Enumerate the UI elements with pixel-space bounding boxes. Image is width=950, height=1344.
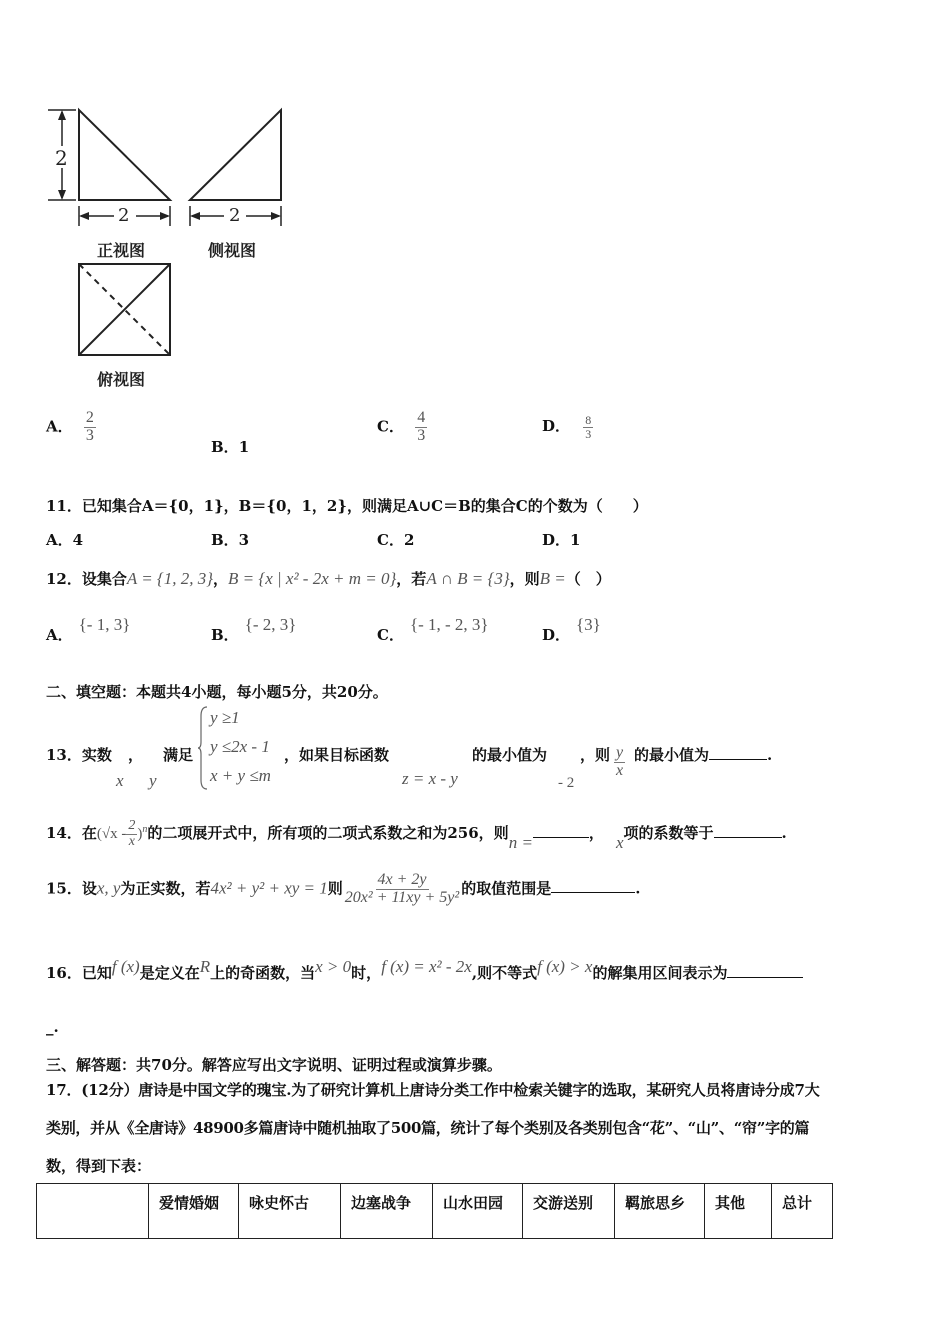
poem-category-table [36, 1183, 833, 1239]
table-header-cell: 咏史怀古 [239, 1184, 341, 1239]
section-2-heading: 二、填空题：本题共4小题，每小题5分，共20分。 [46, 683, 388, 701]
q17-line-1: 17．(12分）唐诗是中国文学的瑰宝.为了研究计算机上唐诗分类工作中检索关键字的选取，某研究人员将唐诗分成7大 [46, 1081, 820, 1099]
q13-text-5: 的最小值为 [472, 746, 548, 764]
q13-system-brace [198, 706, 208, 790]
q11-option-c: C．2 [377, 531, 415, 549]
table-header-cell: 羁旅思乡 [615, 1184, 705, 1239]
three-view-figure [40, 100, 300, 370]
q13-text-2: ， [128, 746, 144, 764]
table-header-cell: 爱情婚姻 [149, 1184, 239, 1239]
q16-continuation: _. [46, 1018, 59, 1036]
table-header-cell [37, 1184, 149, 1239]
side-view-label: 侧视图 [208, 241, 257, 260]
q10-option-c: C． $\frac{4}{3}$ [377, 409, 426, 444]
front-view-label: 正视图 [97, 241, 146, 260]
top-view-solid-diagonal [79, 264, 170, 355]
q17-line-3: 数，得到下表： [46, 1157, 152, 1175]
q10-option-d: D． $\frac{8}{3}$ [542, 413, 592, 441]
q12-option-d: D．{3} [542, 615, 601, 644]
q12-question: 12．设集合A = {1, 2, 3}，B = {x | x² - 2x + m = 0}，若A ∩ B = {3}，则B =（ ） [46, 569, 611, 588]
q13-var-y: y [149, 771, 157, 790]
table-header-row [37, 1184, 833, 1239]
table-header-cell: 其他 [705, 1184, 772, 1239]
q13-min-value: - 2 [558, 775, 575, 791]
q15-question: 15．设x, y为正实数，若4x² + y² + xy = 1则 $\frac{4x + 2y}{\text{20x² + 11xy + 5y²}}$ 的取值范围是 . [46, 871, 641, 906]
q11-option-b: B．3 [211, 531, 250, 549]
table-header-cell: 边塞战争 [341, 1184, 433, 1239]
q13-text-6: ，则 [580, 746, 611, 764]
section-3-heading: 三、解答题：共70分。解答应写出文字说明、证明过程或演算步骤。 [46, 1056, 502, 1074]
height-label: 2 [55, 146, 68, 170]
q13-var-x: x [116, 771, 124, 790]
table-header-cell: 山水田园 [433, 1184, 523, 1239]
q13-fraction: $\frac{y}{x}$ [616, 744, 624, 779]
side-width-label: 2 [229, 205, 241, 226]
q12-option-c: C．{- 1, - 2, 3} [377, 615, 489, 644]
q17-line-2: 类别，并从《全唐诗》48900多篇唐诗中随机抽取了500篇，统计了每个类别及各类别包含“花”、“山”、“帘”字的篇 [46, 1119, 810, 1137]
q11-question: 11．已知集合A＝{0，1}，B＝{0，1，2}，则满足A∪C＝B的集合C的个数为（ ） [46, 497, 648, 515]
front-view-triangle [79, 110, 170, 200]
q13-text-3: 满足 [163, 746, 194, 764]
table-header-cell: 总计 [772, 1184, 833, 1239]
q13-constraint-1: y ≥1 [210, 708, 240, 727]
q13-objective: z = x - y [402, 769, 458, 788]
q10-option-b: B．1 [211, 438, 250, 456]
q11-option-a: A．4 [46, 531, 84, 549]
q14-question: 14．在(√x - $\frac{2}{x}$ )$^n$的二项展开式中，所有项的二项式系数之和为256，则n = ， x项的系数等于 . [46, 818, 787, 853]
q13-text-4: ，如果目标函数 [284, 746, 390, 764]
q13-text-7: 的最小值为 . [634, 746, 773, 764]
table-header-cell: 交游送别 [523, 1184, 615, 1239]
q12-option-b: B．{- 2, 3} [211, 615, 297, 644]
q11-option-d: D．1 [542, 531, 581, 549]
q13-constraint-3: x + y ≤m [210, 766, 271, 785]
side-view-triangle [190, 110, 281, 200]
q13-text-1: 13．实数 [46, 746, 112, 764]
q12-option-a: A．{- 1, 3} [46, 615, 131, 644]
top-view-label: 俯视图 [97, 370, 146, 389]
front-width-label: 2 [118, 205, 130, 226]
q10-option-a: A． $\frac{2}{3}$ [46, 409, 94, 444]
q13-constraint-2: y ≤2x - 1 [210, 737, 270, 756]
q16-question: 16．已知f (x)是定义在R上的奇函数，当x > 0时，f (x) = x² - 2x,则不等式f (x) > x的解集用区间表示为 [46, 962, 803, 983]
